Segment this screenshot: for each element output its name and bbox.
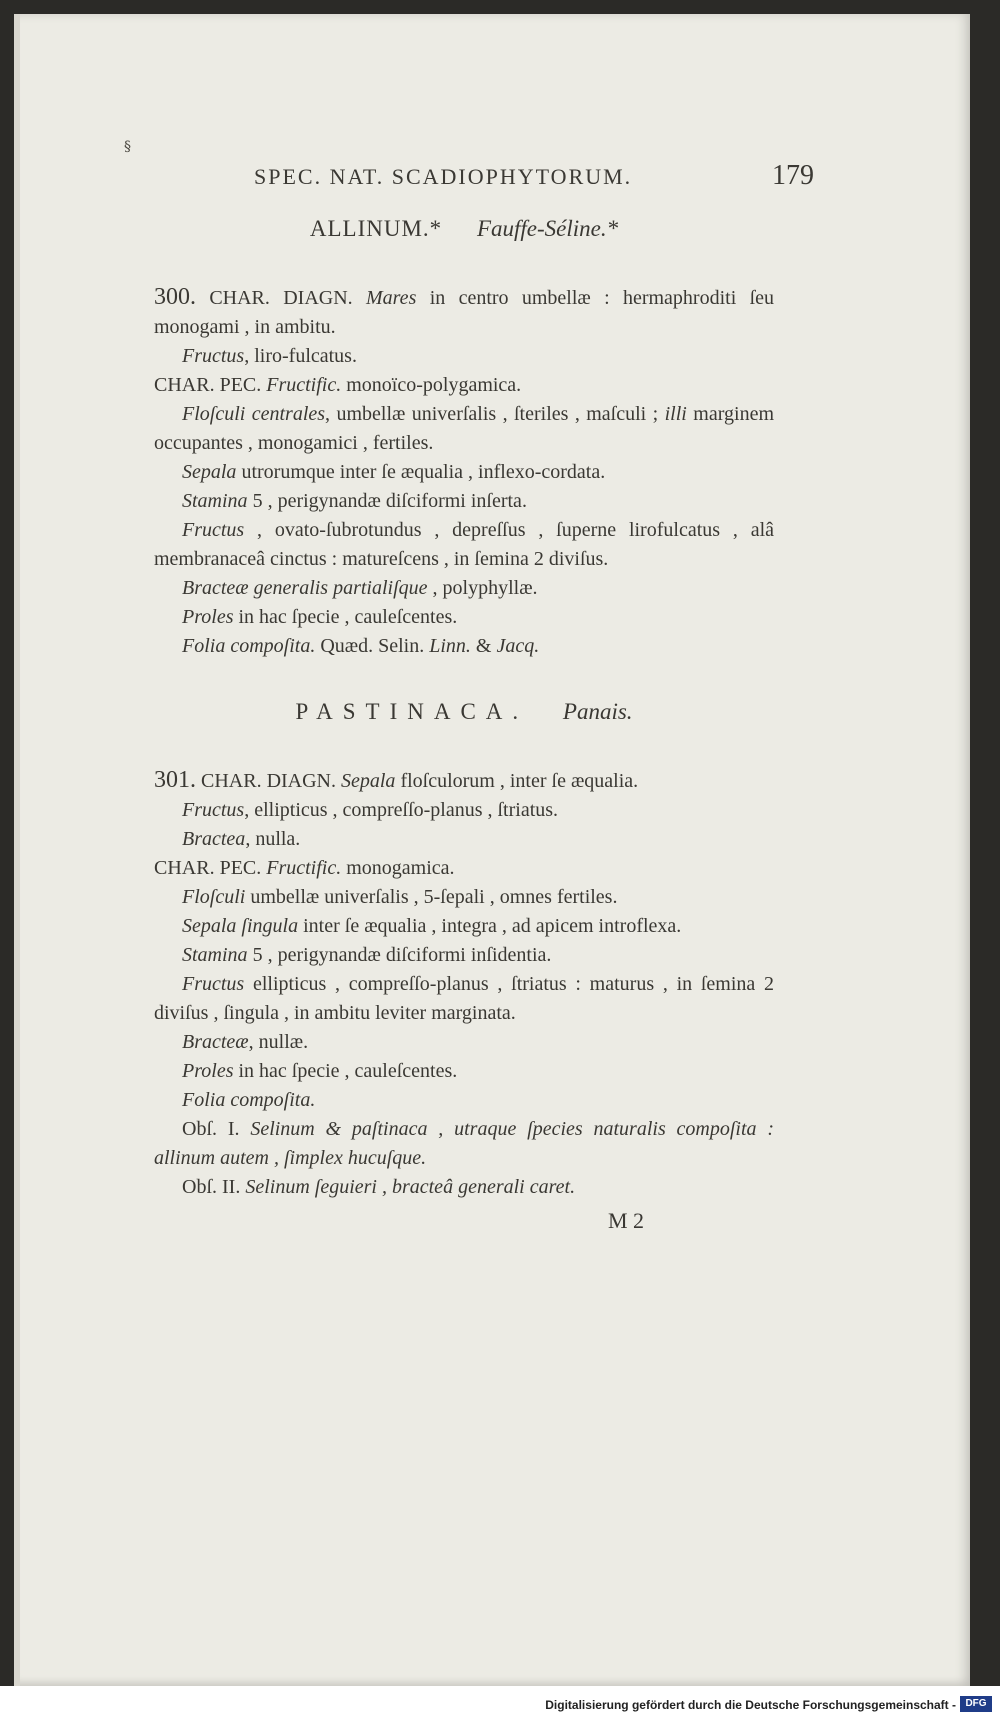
entry-line: Fructus ellipticus , compreſſo-planus , ſtriatus : maturus , in ſemina 2 diviſus , ſingula , in ambitu leviter marginata. xyxy=(154,973,774,1024)
observation-line: Obſ. II. Selinum ſeguieri , bracteâ generali caret. xyxy=(182,1176,576,1198)
entry-line: Folia compoſita. Quæd. Selin. Linn. & Jacq. xyxy=(182,635,540,657)
digitization-footer xyxy=(0,1686,1000,1723)
entry-line: 300. CHAR. DIAGN. Mares in centro umbellæ : hermaphroditi ſeu monogami , in ambitu. xyxy=(154,284,775,338)
observation-line: Obſ. I. Selinum & paſtinaca , utraque ſpecies naturalis compoſita : allinum autem , ſimplex hucuſque. xyxy=(154,1118,775,1169)
entry-line: Sepala utrorumque inter ſe æqualia , inflexo-cordata. xyxy=(182,461,606,483)
dfg-logo: DFG xyxy=(960,1696,992,1712)
genus-heading-pastinaca: PASTINACA. Panais. xyxy=(295,699,633,724)
page-gutter xyxy=(14,14,20,1686)
entry-line: CHAR. PEC. Fructific. monoïco-polygamica. xyxy=(154,374,522,396)
entry-line: Floſculi centrales, umbellæ univerſalis , ſteriles , maſculi ; illi marginem occupantes , monogamici , fertiles. xyxy=(154,403,775,454)
entry-line: Proles in hac ſpecie , cauleſcentes. xyxy=(182,606,458,628)
entry-line: Floſculi umbellæ univerſalis , 5-ſepali , omnes fertiles. xyxy=(182,886,618,908)
book-page xyxy=(14,14,970,1686)
running-title: SPEC. NAT. SCADIOPHYTORUM. xyxy=(254,164,633,189)
signature-mark: M 2 xyxy=(607,1208,644,1233)
entry-line: Fructus, ellipticus , compreſſo-planus , ſtriatus. xyxy=(182,799,559,821)
pastinaca-entry xyxy=(154,766,774,1202)
genus-heading-allinum: ALLINUM.* Fauffe-Séline.* xyxy=(309,216,619,241)
page-number: 179 xyxy=(772,160,814,191)
entry-line: Stamina 5 , perigynandæ diſciformi inſerta. xyxy=(182,490,527,512)
entry-line: CHAR. PEC. Fructific. monogamica. xyxy=(154,857,455,879)
entry-line: Fructus, liro-fulcatus. xyxy=(182,345,357,367)
entry-line: 301. CHAR. DIAGN. Sepala floſculorum , inter ſe æqualia. xyxy=(154,767,639,793)
entry-line: Folia compoſita. xyxy=(182,1089,316,1111)
footer-credit: Digitalisierung gefördert durch die Deutsche Forschungsgemeinschaft - xyxy=(545,1698,956,1712)
entry-line: Proles in hac ſpecie , cauleſcentes. xyxy=(182,1060,458,1082)
margin-mark: § xyxy=(124,139,131,155)
entry-line: Fructus , ovato-ſubrotundus , depreſſus , ſuperne lirofulcatus , alâ membranaceâ cinctus : matureſcens , in ſemina 2 diviſus. xyxy=(154,519,774,570)
entry-line: Bractea, nulla. xyxy=(182,828,301,850)
allinum-entry xyxy=(154,283,774,661)
entry-line: Sepala ſingula inter ſe æqualia , integra , ad apicem introflexa. xyxy=(182,915,682,937)
entry-line: Bracteæ, nullæ. xyxy=(182,1031,309,1053)
entry-line: Bracteæ generalis partialiſque , polyphyllæ. xyxy=(182,577,538,599)
entry-line: Stamina 5 , perigynandæ diſciformi inſidentia. xyxy=(182,944,552,966)
page-body xyxy=(154,214,774,1235)
